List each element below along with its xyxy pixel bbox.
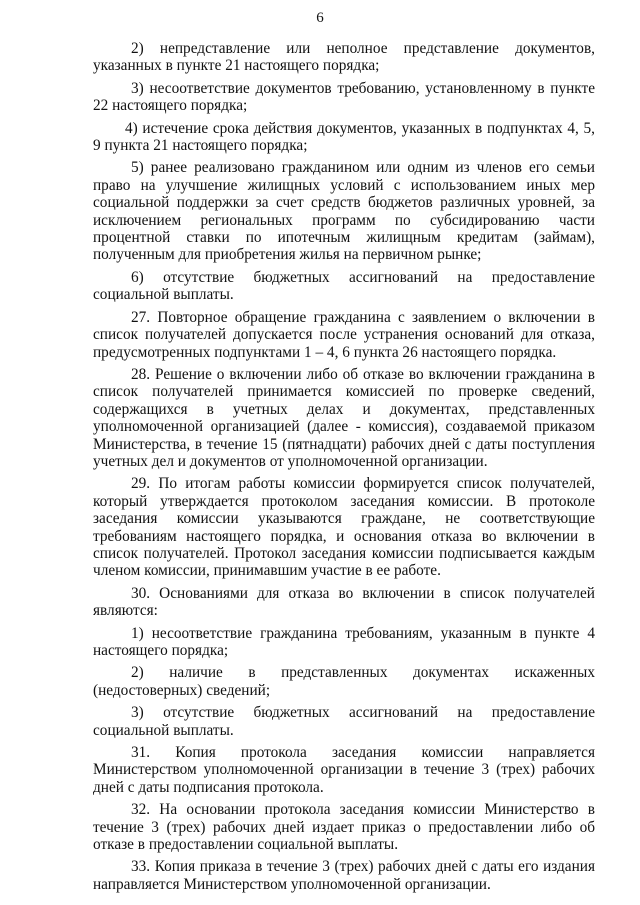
paragraph-clause-30: 30. Основаниями для отказа во включении в список получателей являются: bbox=[93, 584, 595, 620]
paragraph-clause-26-5: 5) ранее реализовано гражданином или одним из членов его семьи право на улучшение жилищных условий с использованием иных мер социальной поддержки за счет средств бюджетов различных уровней, за исключением региональных программ по субсидированию части процентной ставки по ипотечным жилищным кредитам (займам), полученным для приобретения жилья на первичном рынке; bbox=[93, 159, 595, 264]
paragraph-clause-31: 31. Копия протокола заседания комиссии направляется Министерством уполномоченной организации в течение 3 (трех) рабочих дней с даты подписания протокола. bbox=[93, 744, 595, 796]
paragraph-clause-26-3: 3) несоответствие документов требованию, установленному в пункте 22 настоящего порядка; bbox=[93, 79, 595, 115]
paragraph-clause-32: 32. На основании протокола заседания комиссии Министерство в течение 3 (трех) рабочих дней издает приказ о предоставлении либо об отказе в предоставлении социальной выплаты. bbox=[93, 801, 595, 854]
paragraph-clause-26-6: 6) отсутствие бюджетных ассигнований на предоставление социальной выплаты. bbox=[93, 268, 595, 304]
paragraph-clause-27: 27. Повторное обращение гражданина с заявлением о включении в список получателей допускается после устранения оснований для отказа, предусмотренных подпунктами 1 – 4, 6 пункта 26 настоящего порядка. bbox=[93, 308, 595, 361]
page-number: 6 bbox=[316, 10, 324, 26]
paragraph-clause-26-4: 4) истечение срока действия документов, указанных в подпунктах 4, 5, 9 пункта 21 настоящего порядка; bbox=[93, 119, 595, 155]
paragraph-clause-30-3: 3) отсутствие бюджетных ассигнований на предоставление социальной выплаты. bbox=[93, 704, 595, 739]
paragraph-clause-33: 33. Копия приказа в течение 3 (трех) рабочих дней с даты его издания направляется Министерством уполномоченной организации. bbox=[93, 858, 595, 893]
paragraph-clause-30-1: 1) несоответствие гражданина требованиям, указанным в пункте 4 настоящего порядка; bbox=[93, 624, 595, 659]
paragraph-clause-29: 29. По итогам работы комиссии формируется список получателей, который утверждается протоколом заседания комиссии. В протоколе заседания комиссии указываются граждане, не соответствующие требованиям настоящего порядка, и основания отказа во включении в список получателей. Протокол заседания комиссии подписывается каждым членом комиссии, принимавшим участие в ее работе. bbox=[93, 475, 595, 580]
paragraph-clause-26-2: 2) непредставление или неполное представление документов, указанных в пункте 21 настоящего порядка; bbox=[93, 40, 595, 75]
paragraph-clause-30-2: 2) наличие в представленных документах искаженных (недостоверных) сведений; bbox=[93, 664, 595, 699]
paragraph-clause-28: 28. Решение о включении либо об отказе во включении гражданина в список получателей принимается комиссией по проверке сведений, содержащихся в учетных делах и документах, представленных уполномоченной организацией (далее - комиссия), создаваемой приказом Министерства, в течение 15 (пятнадцати) рабочих дней с даты поступления учетных дел и документов от уполномоченной организации. bbox=[93, 365, 595, 470]
document-body bbox=[93, 40, 595, 893]
